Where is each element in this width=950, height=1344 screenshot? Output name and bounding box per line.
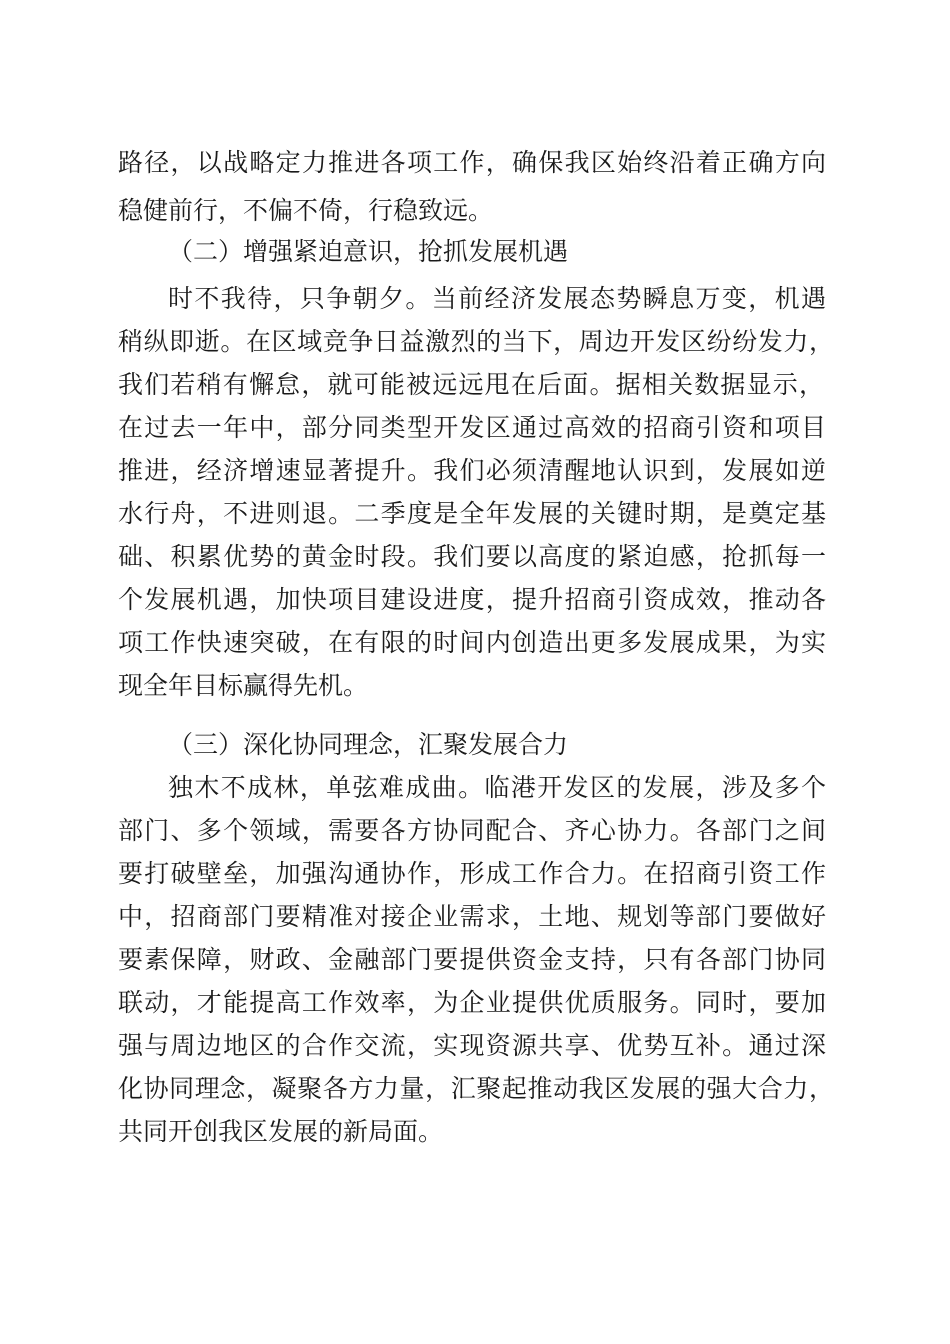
paragraph-2-line-10: 现全年目标赢得先机。 — [118, 671, 369, 700]
section-heading-2: （二）增强紧迫意识，抢抓发展机遇 — [168, 237, 569, 266]
section-heading-3: （三）深化协同理念，汇聚发展合力 — [168, 730, 569, 759]
paragraph-2-line-7: 础、积累优势的黄金时段。我们要以高度的紧迫感，抢抓每一 — [118, 542, 826, 571]
paragraph-2-line-2: 稍纵即逝。在区域竞争日益激烈的当下，周边开发区纷纷发力， — [118, 327, 834, 356]
paragraph-3-line-6: 联动，才能提高工作效率，为企业提供优质服务。同时，要加 — [118, 988, 826, 1017]
paragraph-3-line-3: 要打破壁垒，加强沟通协作，形成工作合力。在招商引资工作 — [118, 859, 826, 888]
paragraph-3-line-1: 独木不成林，单弦难成曲。临港开发区的发展，涉及多个 — [168, 773, 826, 802]
paragraph-2-line-8: 个发展机遇，加快项目建设进度，提升招商引资成效，推动各 — [118, 585, 826, 614]
paragraph-3-line-4: 中，招商部门要精准对接企业需求，土地、规划等部门要做好 — [118, 902, 826, 931]
paragraph-2-line-9: 项工作快速突破，在有限的时间内创造出更多发展成果，为实 — [118, 628, 826, 657]
paragraph-2-line-3: 我们若稍有懈怠，就可能被远远甩在后面。据相关数据显示， — [118, 370, 824, 399]
paragraph-2-line-1: 时不我待，只争朝夕。当前经济发展态势瞬息万变，机遇 — [168, 284, 826, 313]
paragraph-2-line-6: 水行舟，不进则退。二季度是全年发展的关键时期，是奠定基 — [118, 499, 826, 528]
paragraph-1-line-1: 路径，以战略定力推进各项工作，确保我区始终沿着正确方向 — [118, 148, 826, 177]
paragraph-3-line-2: 部门、多个领域，需要各方协同配合、齐心协力。各部门之间 — [118, 816, 826, 845]
paragraph-3-line-9: 共同开创我区发展的新局面。 — [118, 1117, 444, 1146]
paragraph-3-line-8: 化协同理念，凝聚各方力量，汇聚起推动我区发展的强大合力， — [118, 1074, 834, 1103]
paragraph-3-line-7: 强与周边地区的合作交流，实现资源共享、优势互补。通过深 — [118, 1031, 826, 1060]
paragraph-1-line-2: 稳健前行，不偏不倚，行稳致远。 — [118, 196, 494, 225]
paragraph-2-line-5: 推进，经济增速显著提升。我们必须清醒地认识到，发展如逆 — [118, 456, 826, 485]
paragraph-2-line-4: 在过去一年中，部分同类型开发区通过高效的招商引资和项目 — [118, 413, 826, 442]
paragraph-3-line-5: 要素保障，财政、金融部门要提供资金支持，只有各部门协同 — [118, 945, 826, 974]
